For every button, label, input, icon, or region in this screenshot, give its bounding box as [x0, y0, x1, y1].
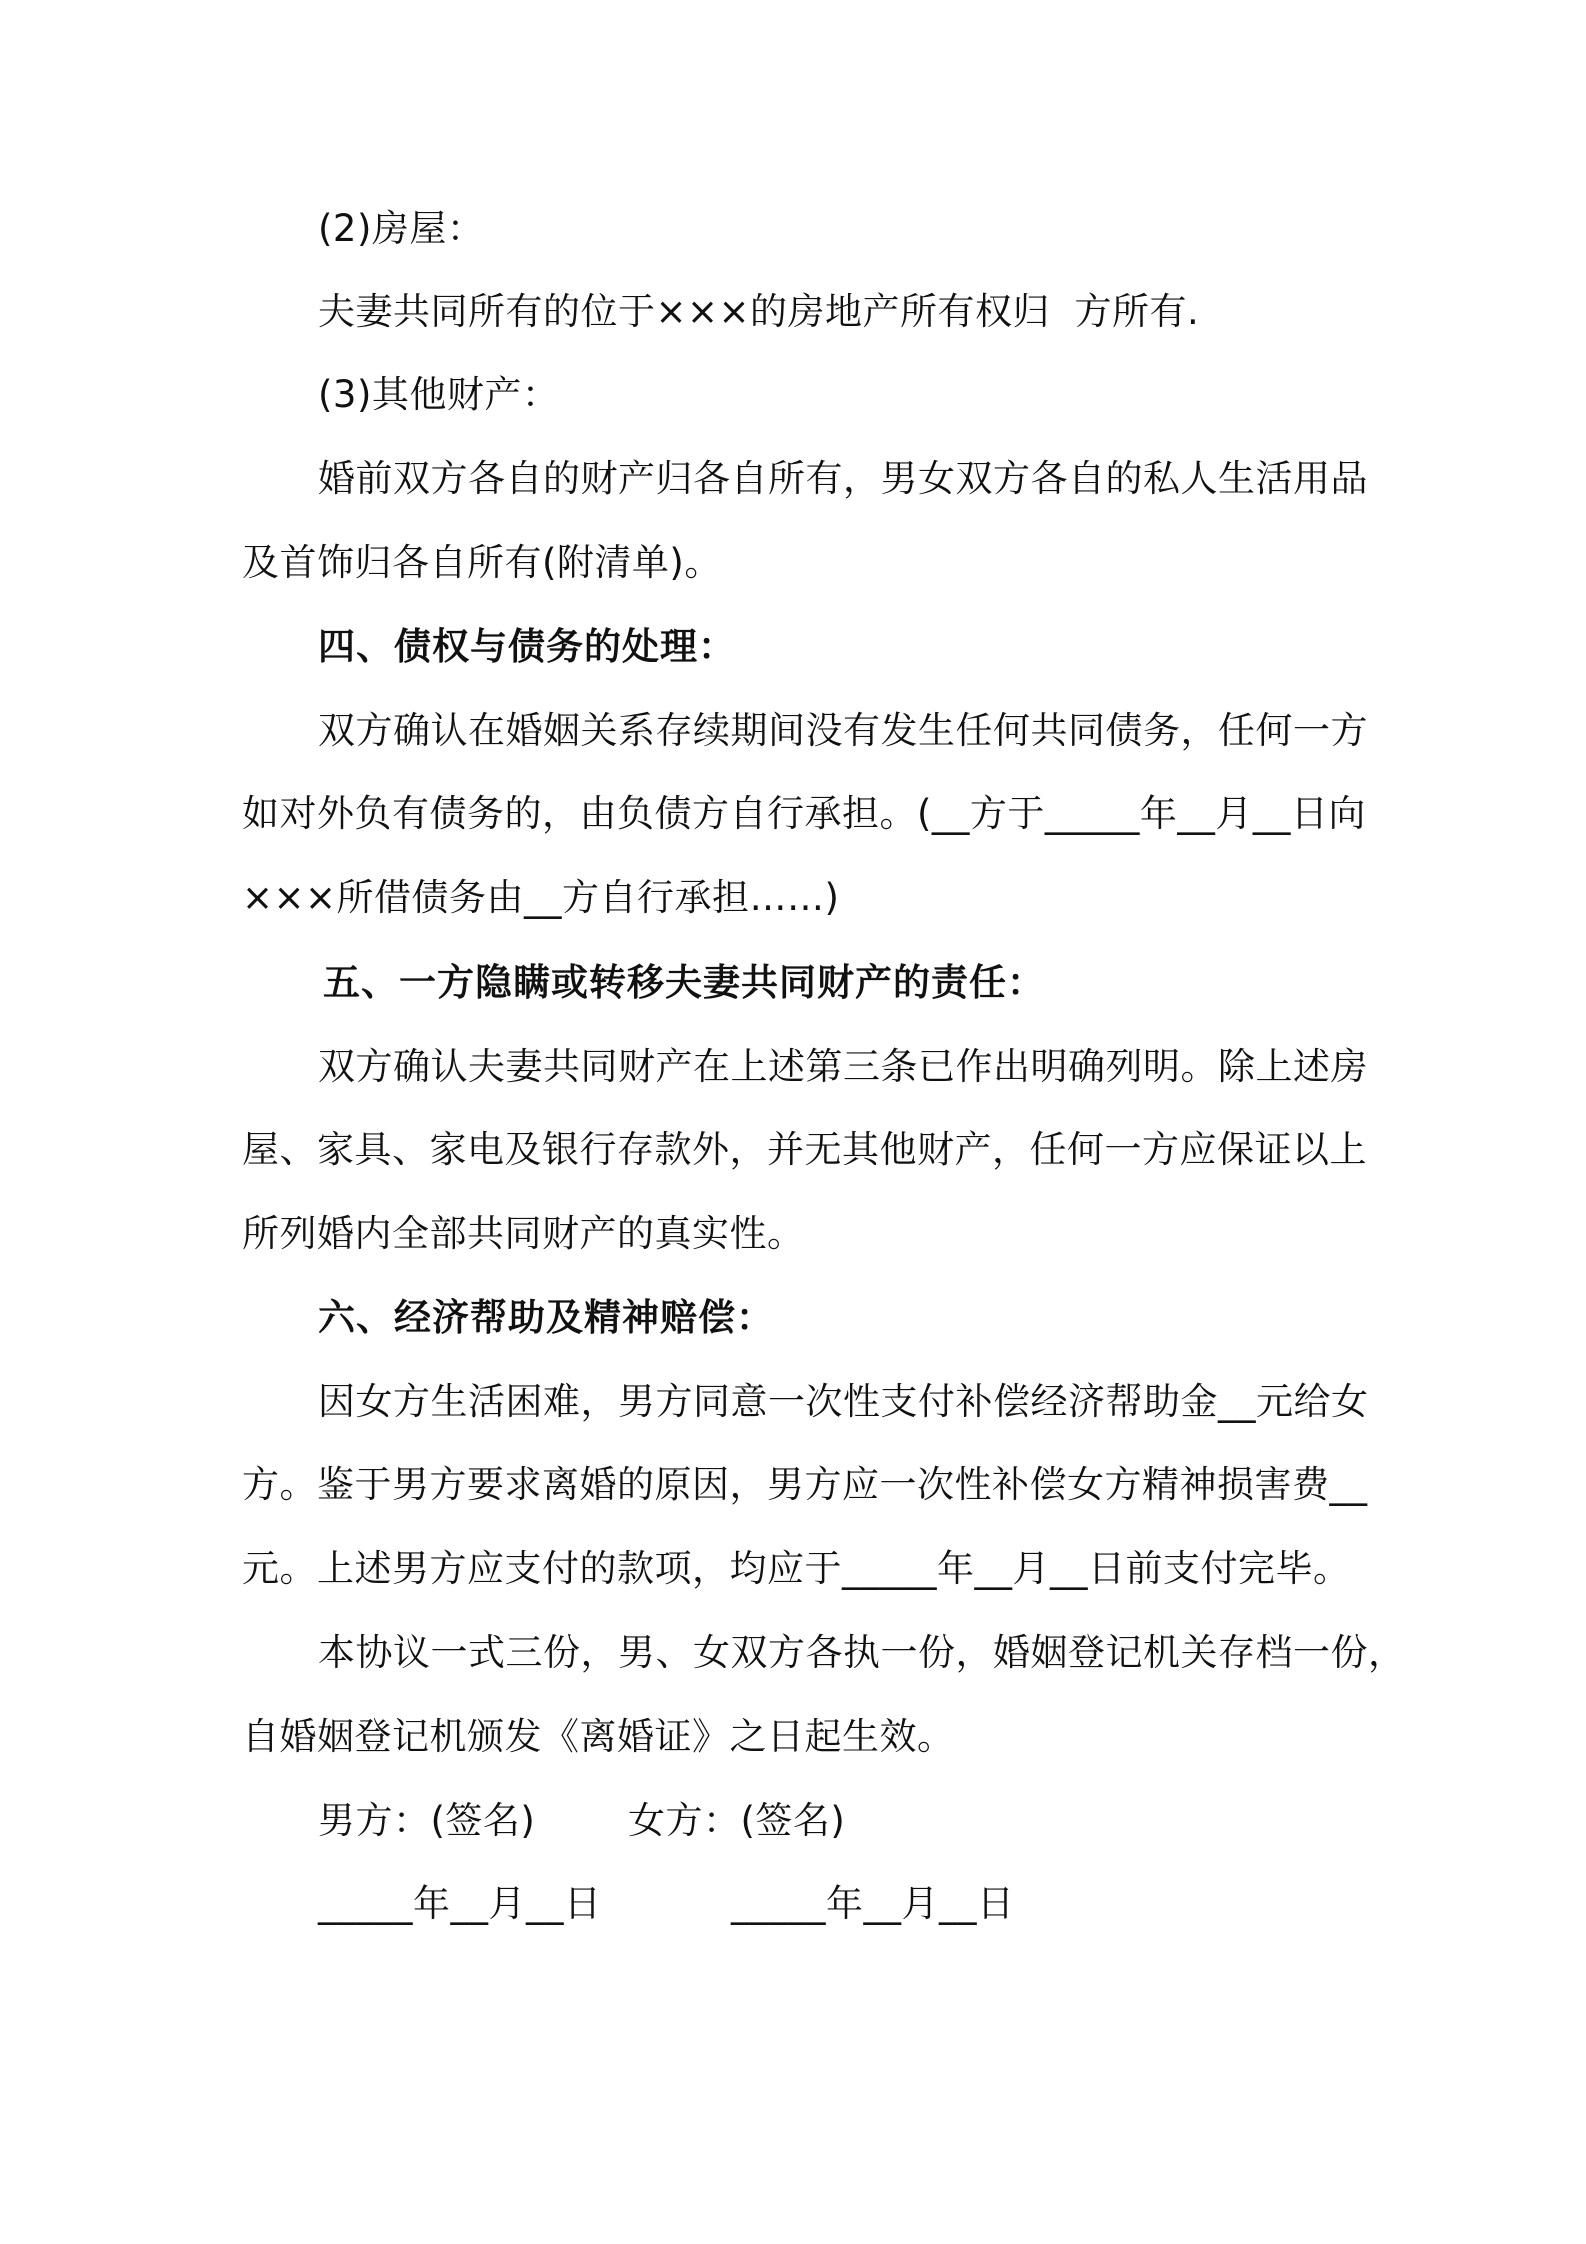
- house-clause: 夫妻共同所有的位于×××的房地产所有权归 方所有.: [318, 290, 1200, 333]
- section-6-line-3: 元。上述男方应支付的款项，均应于_____年__月__日前支付完毕。: [242, 1547, 1351, 1590]
- section-4-line-2: 如对外负有债务的，由负债方自行承担。(__方于_____年__月__日向: [242, 792, 1366, 835]
- section-5-line-1: 双方确认夫妻共同财产在上述第三条已作出明确列明。除上述房: [318, 1045, 1368, 1088]
- house-subheading: (2)房屋：: [318, 207, 485, 250]
- section-5-line-2: 屋、家具、家电及银行存款外，并无其他财产，任何一方应保证以上: [242, 1128, 1367, 1171]
- section-6-line-1: 因女方生活困难，男方同意一次性支付补偿经济帮助金__元给女: [318, 1380, 1369, 1423]
- other-property-line-1: 婚前双方各自的财产归各自所有，男女双方各自的私人生活用品: [318, 457, 1368, 500]
- copies-line-2: 自婚姻登记机颁发《离婚证》之日起生效。: [242, 1715, 955, 1758]
- section-6-heading: 六、经济帮助及精神赔偿：: [318, 1296, 774, 1339]
- other-property-subheading: (3)其他财产：: [318, 373, 560, 416]
- section-5-heading: 五、一方隐瞒或转移夫妻共同财产的责任：: [323, 961, 1045, 1004]
- section-4-heading: 四、债权与债务的处理：: [318, 625, 736, 668]
- section-4-line-1: 双方确认在婚姻关系存续期间没有发生任何共同债务，任何一方: [318, 709, 1368, 752]
- copies-line-1: 本协议一式三份，男、女双方各执一份，婚姻登记机关存档一份，: [318, 1631, 1406, 1674]
- male-signature-date: _____年__月__日: [318, 1882, 602, 1925]
- section-5-line-3: 所列婚内全部共同财产的真实性。: [242, 1212, 805, 1255]
- male-signature-label: 男方：(签名): [318, 1799, 536, 1842]
- female-signature-label: 女方：(签名): [628, 1799, 846, 1842]
- section-4-line-3: ×××所借债务由__方自行承担……): [242, 876, 840, 919]
- female-signature-date: _____年__月__日: [731, 1882, 1015, 1925]
- section-6-line-2: 方。鉴于男方要求离婚的原因，男方应一次性补偿女方精神损害费__: [242, 1463, 1368, 1506]
- other-property-line-2: 及首饰归各自所有(附清单)。: [242, 541, 722, 584]
